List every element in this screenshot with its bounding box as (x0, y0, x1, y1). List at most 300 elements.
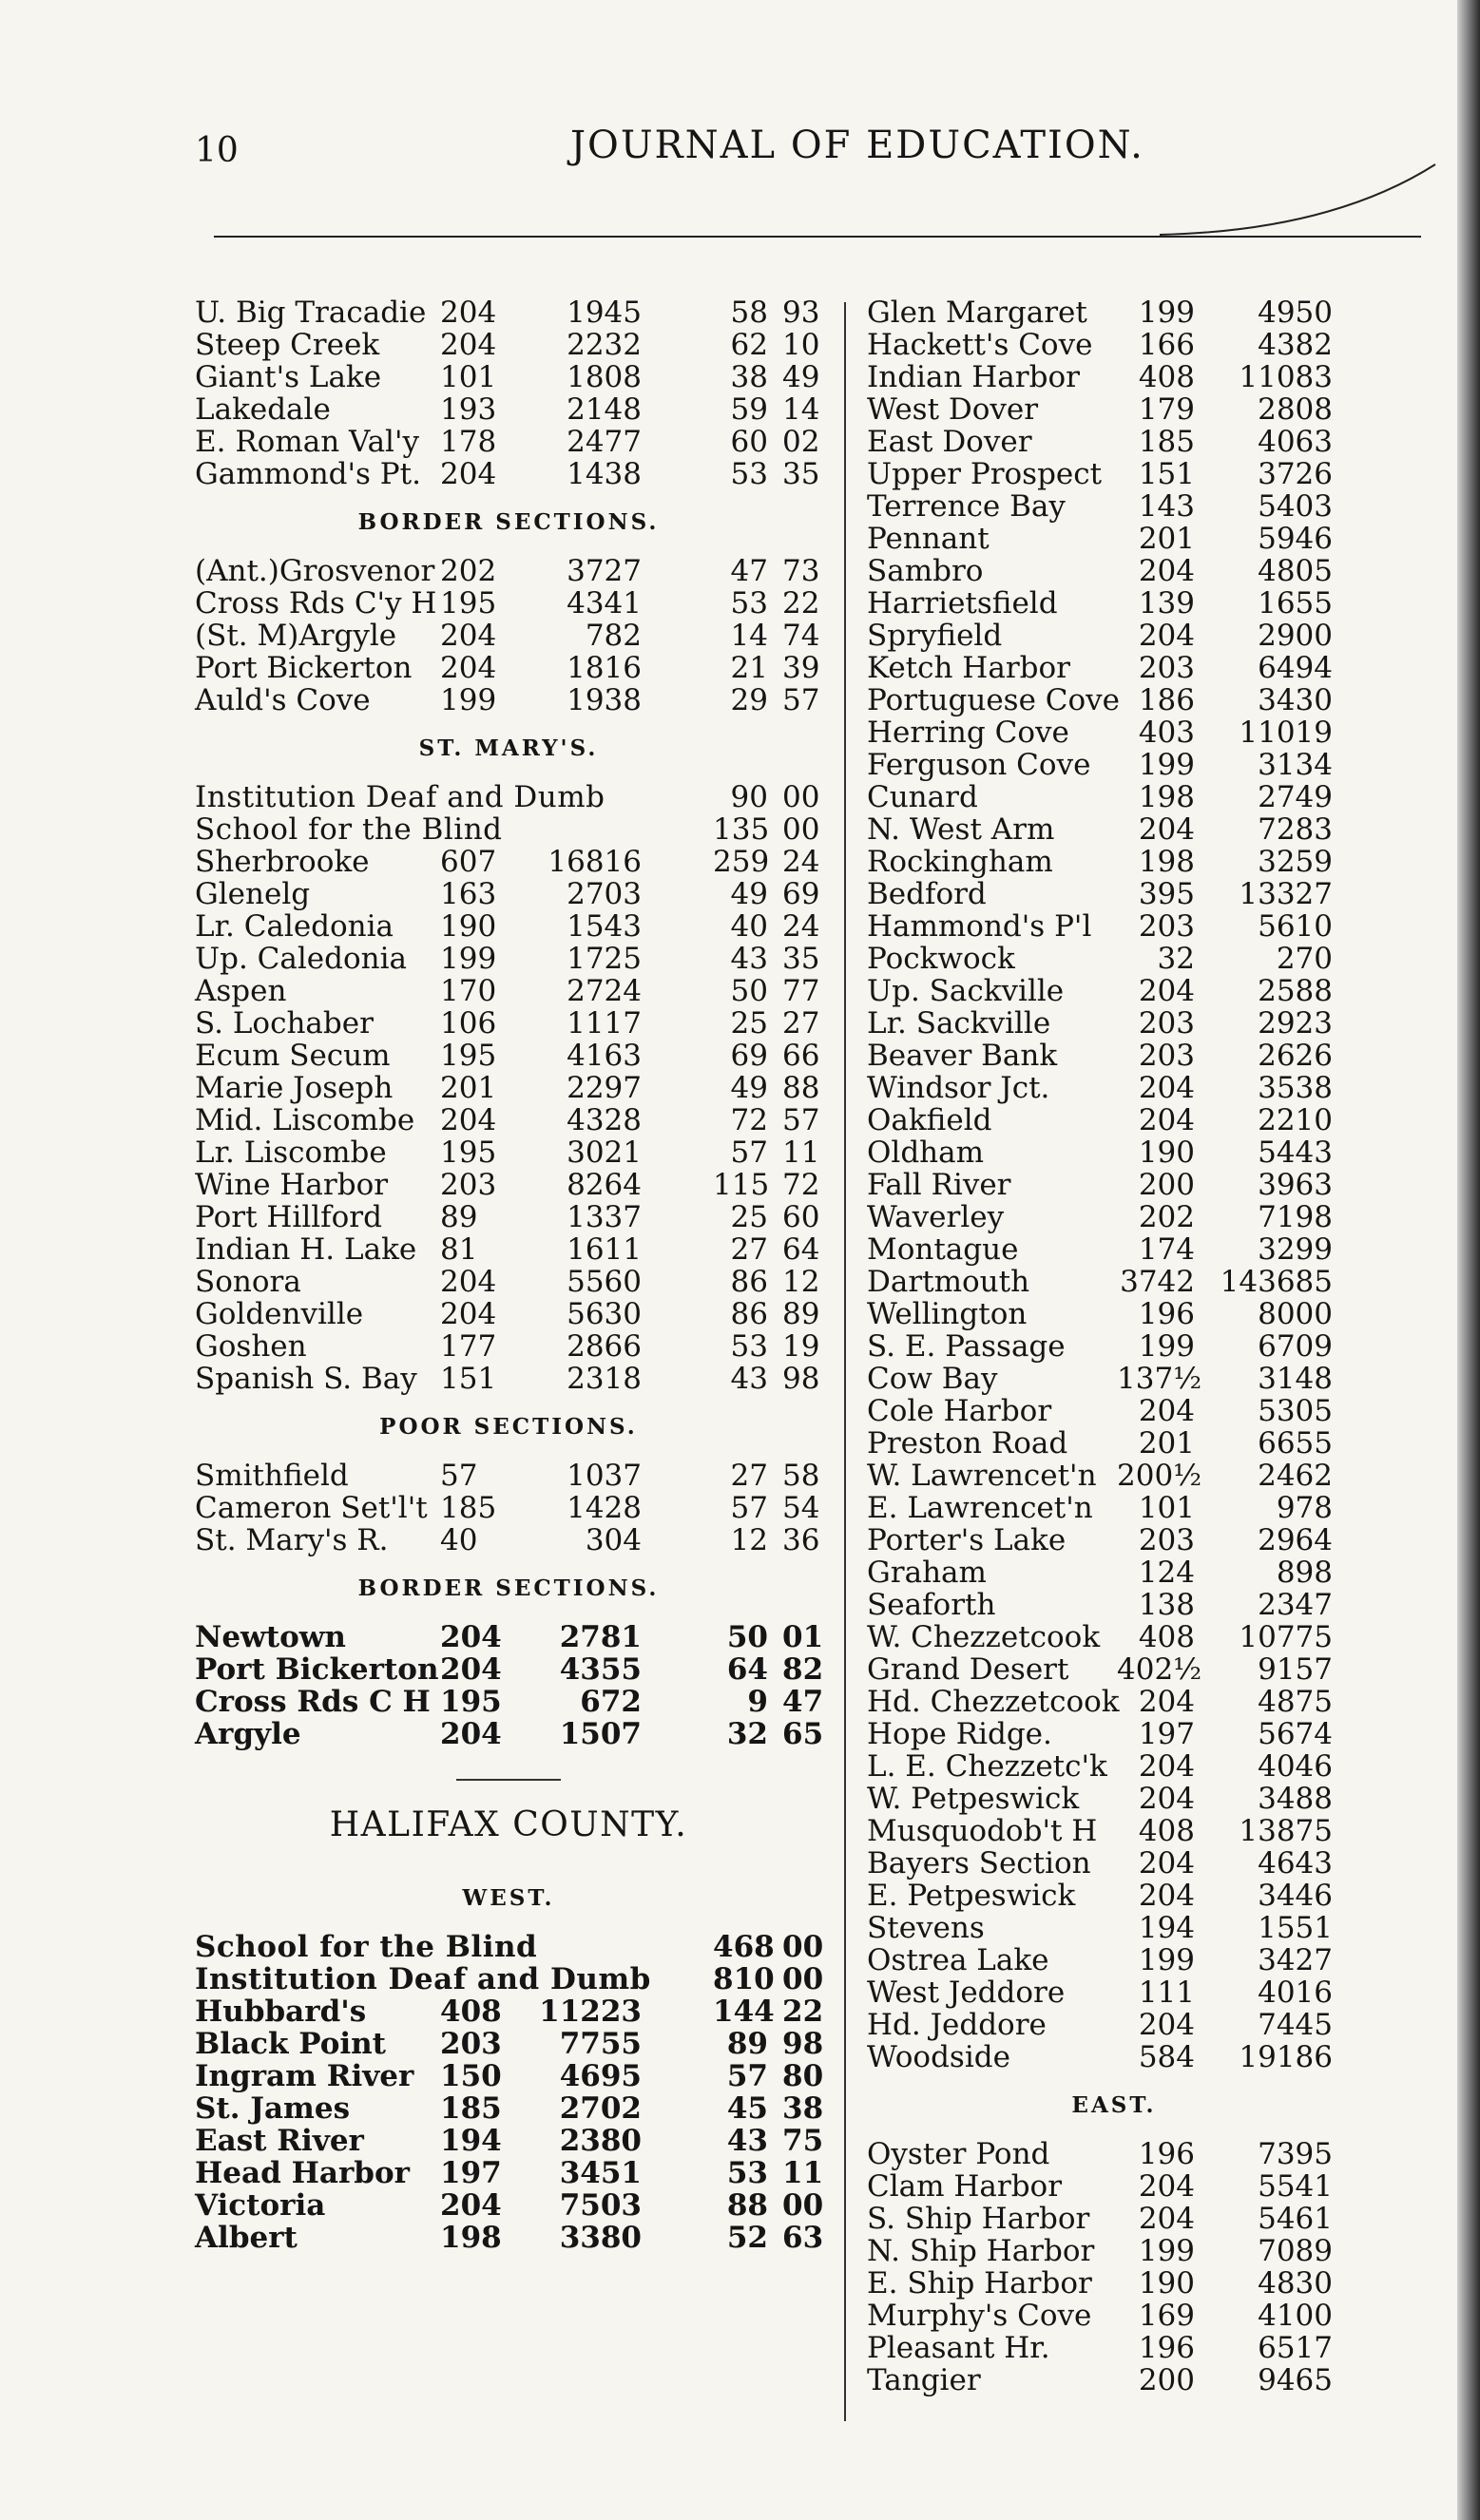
section-figure-1: 166 (1138, 328, 1195, 362)
section-name: Lr. Sackville (867, 1006, 1051, 1040)
section-name: Hd. Jeddore (867, 2008, 1047, 2042)
section-figure-1: 178 (440, 425, 497, 459)
halifax-east-block (867, 2138, 1361, 2396)
section-figure-2: 5560 (567, 1265, 642, 1299)
header-flourish (1160, 157, 1445, 242)
table-row (195, 2028, 822, 2060)
section-figure-1: 203 (1138, 1039, 1195, 1073)
section-figure-2: 2210 (1258, 1103, 1333, 1137)
section-figure-1: 203 (440, 2027, 502, 2061)
section-figure-2: 13327 (1239, 877, 1333, 911)
amount-dollars: 21 (730, 651, 768, 685)
section-figure-1: 163 (440, 877, 497, 911)
section-figure-1: 204 (1138, 1846, 1195, 1880)
table-row (195, 458, 822, 490)
section-figure-1: 203 (1138, 1523, 1195, 1557)
section-figure-1: 196 (1138, 1297, 1195, 1331)
section-figure-2: 4100 (1258, 2299, 1333, 2333)
section-name: Pleasant Hr. (867, 2331, 1050, 2365)
table-row (195, 1201, 822, 1233)
section-name: S. Ship Harbor (867, 2202, 1090, 2236)
continuation-block (195, 296, 822, 490)
section-name: Ketch Harbor (867, 651, 1070, 685)
section-figure-1: 203 (440, 1168, 497, 1202)
table-row (195, 878, 822, 910)
section-name: West Dover (867, 392, 1039, 427)
table-row (195, 620, 822, 652)
table-row (195, 1298, 822, 1330)
section-separator-rule (456, 1779, 561, 1781)
amount-cents: 11 (782, 2156, 824, 2190)
section-figure-2: 1808 (567, 360, 642, 394)
section-figure-2: 4643 (1258, 1846, 1333, 1880)
table-row (195, 296, 822, 329)
table-row (867, 1912, 1361, 1944)
section-figure-1: 199 (440, 942, 497, 976)
amount-cents: 35 (782, 457, 820, 491)
section-figure-1: 195 (440, 586, 497, 620)
table-row (867, 2009, 1361, 2041)
section-figure-2: 4063 (1258, 425, 1333, 459)
section-figure-2: 1551 (1258, 1911, 1333, 1945)
section-name: Cunard (867, 780, 978, 814)
section-name: Ingram River (195, 2059, 414, 2093)
section-name: Lr. Liscombe (195, 1136, 387, 1170)
section-figure-2: 3259 (1258, 845, 1333, 879)
table-row (195, 652, 822, 684)
table-row (867, 1104, 1361, 1136)
section-name: Glen Margaret (867, 296, 1087, 330)
section-name: Cow Bay (867, 1362, 998, 1396)
section-name: Graham (867, 1556, 987, 1590)
section-figure-1: 185 (1138, 425, 1195, 459)
table-row (195, 1686, 822, 1718)
amount-cents: 80 (782, 2059, 824, 2093)
amount-cents: 64 (782, 1232, 820, 1267)
section-figure-2: 11223 (539, 1995, 642, 2029)
section-figure-2: 2724 (567, 974, 642, 1008)
section-figure-2: 3380 (559, 2221, 642, 2255)
section-figure-1: 607 (440, 845, 497, 879)
section-name: Indian Harbor (867, 360, 1080, 394)
section-figure-1: 408 (1138, 360, 1195, 394)
section-name: Aspen (195, 974, 287, 1008)
table-row (195, 684, 822, 716)
section-name: Cross Rds C H (195, 1685, 431, 1719)
section-name: Black Point (195, 2027, 387, 2061)
section-name: Institution Deaf and Dumb (195, 780, 605, 814)
section-figure-2: 1428 (567, 1491, 642, 1525)
section-name: Dartmouth (867, 1265, 1030, 1299)
section-figure-1: 204 (1138, 2202, 1195, 2236)
section-name: Port Hillford (195, 1200, 382, 1234)
section-name: Pennant (867, 522, 990, 556)
section-name: Argyle (195, 1717, 301, 1751)
section-name: Porter's Lake (867, 1523, 1067, 1557)
section-name: School for the Blind (195, 812, 503, 847)
section-figure-1: 204 (1138, 1103, 1195, 1137)
section-name: Albert (195, 2221, 298, 2255)
table-row (195, 1136, 822, 1169)
section-figure-1: 202 (440, 554, 497, 588)
table-row (867, 1621, 1361, 1653)
section-heading-east: EAST. (1071, 2092, 1157, 2118)
section-figure-2: 2318 (567, 1362, 642, 1396)
section-figure-2: 6655 (1258, 1426, 1333, 1460)
table-row (867, 555, 1361, 587)
section-figure-1: 201 (440, 1071, 497, 1105)
amount-dollars: 259 (713, 845, 770, 879)
section-name: Oyster Pond (867, 2137, 1050, 2171)
section-figure-1: 200½ (1117, 1459, 1202, 1493)
page-number: 10 (195, 131, 239, 170)
section-figure-2: 3134 (1258, 748, 1333, 782)
section-figure-2: 1655 (1258, 586, 1333, 620)
section-figure-2: 4046 (1258, 1749, 1333, 1784)
amount-dollars: 9 (747, 1685, 768, 1719)
section-figure-1: 200 (1138, 2363, 1195, 2397)
section-name: Marie Joseph (195, 1071, 394, 1105)
section-name: Harrietsfield (867, 586, 1058, 620)
section-figure-1: 204 (440, 1103, 497, 1137)
section-figure-1: 81 (440, 1232, 478, 1267)
section-figure-1: 199 (1138, 1329, 1195, 1364)
amount-dollars: 69 (730, 1039, 768, 1073)
section-figure-2: 9465 (1258, 2363, 1333, 2397)
section-name: L. E. Chezzetc'k (867, 1749, 1107, 1784)
section-figure-2: 3727 (567, 554, 642, 588)
section-name: Ecum Secum (195, 1039, 391, 1073)
section-name: Giant's Lake (195, 360, 382, 394)
table-row (195, 1621, 822, 1653)
section-figure-2: 5443 (1258, 1136, 1333, 1170)
section-name: Cross Rds C'y H (195, 586, 437, 620)
section-name: Oakfield (867, 1103, 992, 1137)
table-row (195, 813, 822, 846)
section-figure-1: 197 (1138, 1717, 1195, 1751)
amount-cents: 12 (782, 1265, 820, 1299)
section-figure-2: 304 (585, 1523, 642, 1557)
table-row (867, 1976, 1361, 2009)
section-figure-2: 3446 (1258, 1879, 1333, 1913)
section-figure-2: 3451 (559, 2156, 642, 2190)
table-row (867, 393, 1361, 426)
table-row (867, 2170, 1361, 2203)
section-figure-1: 203 (1138, 651, 1195, 685)
section-figure-1: 395 (1138, 877, 1195, 911)
section-figure-2: 5610 (1258, 909, 1333, 944)
section-figure-2: 6709 (1258, 1329, 1333, 1364)
table-row (195, 2092, 822, 2125)
amount-dollars: 62 (730, 328, 768, 362)
section-figure-1: 204 (1138, 1685, 1195, 1719)
section-name: Seaforth (867, 1588, 996, 1622)
section-figure-2: 4341 (567, 586, 642, 620)
section-name: E. Roman Val'y (195, 425, 420, 459)
section-name: Clam Harbor (867, 2169, 1063, 2204)
section-name: East Dover (867, 425, 1032, 459)
table-row (195, 1169, 822, 1201)
section-figure-1: 201 (1138, 1426, 1195, 1460)
section-figure-2: 2232 (567, 328, 642, 362)
table-row (867, 1233, 1361, 1266)
section-name: Ostrea Lake (867, 1943, 1049, 1977)
table-row (867, 1201, 1361, 1233)
amount-dollars: 40 (730, 909, 768, 944)
table-row (195, 1718, 822, 1750)
table-row (867, 587, 1361, 620)
section-figure-1: 151 (1138, 457, 1195, 491)
table-row (195, 781, 822, 813)
amount-cents: 57 (782, 683, 820, 717)
section-figure-2: 11019 (1239, 716, 1333, 750)
section-figure-2: 4382 (1258, 328, 1333, 362)
section-figure-2: 2900 (1258, 619, 1333, 653)
table-row (867, 943, 1361, 975)
section-figure-1: 179 (1138, 392, 1195, 427)
section-name: St. Mary's R. (195, 1523, 389, 1557)
section-figure-2: 3299 (1258, 1232, 1333, 1267)
table-row (195, 1492, 822, 1524)
section-name: Bayers Section (867, 1846, 1091, 1880)
amount-dollars: 43 (730, 942, 768, 976)
table-row (867, 1847, 1361, 1880)
section-name: Mid. Liscombe (195, 1103, 415, 1137)
table-row (195, 1330, 822, 1363)
section-name: Goshen (195, 1329, 307, 1364)
section-figure-2: 143685 (1220, 1265, 1333, 1299)
amount-dollars: 53 (730, 457, 768, 491)
amount-cents: 75 (782, 2124, 824, 2158)
amount-cents: 69 (782, 877, 820, 911)
table-row (867, 426, 1361, 458)
table-row (195, 1653, 822, 1686)
section-name: U. Big Tracadie (195, 296, 427, 330)
table-row (195, 1007, 822, 1040)
section-figure-1: 204 (1138, 1749, 1195, 1784)
section-name: Up. Sackville (867, 974, 1065, 1008)
section-figure-2: 7445 (1258, 2008, 1333, 2042)
section-figure-2: 10775 (1239, 1620, 1333, 1654)
amount-cents: 00 (782, 780, 820, 814)
amount-dollars: 38 (730, 360, 768, 394)
section-figure-1: 40 (440, 1523, 478, 1557)
table-row (867, 2300, 1361, 2332)
amount-cents: 65 (782, 1717, 824, 1751)
section-figure-1: 199 (1138, 748, 1195, 782)
section-figure-2: 1725 (567, 942, 642, 976)
table-row (867, 684, 1361, 716)
section-figure-2: 5403 (1258, 489, 1333, 524)
section-figure-2: 898 (1276, 1556, 1333, 1590)
section-name: Steep Creek (195, 328, 380, 362)
table-row (867, 1460, 1361, 1492)
table-row (867, 1750, 1361, 1783)
table-row (867, 781, 1361, 813)
section-name: East River (195, 2124, 364, 2158)
section-name: N. Ship Harbor (867, 2234, 1095, 2268)
table-row (195, 2189, 822, 2222)
section-name: Newtown (195, 1620, 346, 1654)
section-figure-2: 1945 (567, 296, 642, 330)
section-figure-2: 4163 (567, 1039, 642, 1073)
amount-cents: 27 (782, 1006, 820, 1040)
section-name: Windsor Jct. (867, 1071, 1050, 1105)
section-figure-1: 193 (440, 392, 497, 427)
section-figure-2: 7755 (559, 2027, 642, 2061)
section-name: Gammond's Pt. (195, 457, 421, 491)
amount-cents: 72 (782, 1168, 820, 1202)
section-figure-1: 202 (1138, 1200, 1195, 1234)
section-figure-1: 199 (1138, 296, 1195, 330)
amount-cents: 01 (782, 1620, 824, 1654)
section-figure-1: 198 (1138, 780, 1195, 814)
table-row (867, 749, 1361, 781)
amount-dollars: 115 (713, 1168, 770, 1202)
table-row (195, 1104, 822, 1136)
amount-cents: 38 (782, 2091, 824, 2126)
section-name: Rockingham (867, 845, 1053, 879)
table-row (867, 1007, 1361, 1040)
amount-dollars: 135 (713, 812, 770, 847)
amount-cents: 00 (782, 812, 820, 847)
section-figure-1: 203 (1138, 909, 1195, 944)
table-row (867, 2235, 1361, 2267)
header-rule (214, 236, 1421, 238)
section-figure-2: 2781 (559, 1620, 642, 1654)
amount-dollars: 72 (730, 1103, 768, 1137)
table-row (195, 1266, 822, 1298)
section-figure-2: 4875 (1258, 1685, 1333, 1719)
table-row (867, 296, 1361, 329)
section-name: Sonora (195, 1265, 301, 1299)
section-figure-2: 270 (1276, 942, 1333, 976)
amount-dollars: 89 (726, 2027, 768, 2061)
section-figure-1: 204 (440, 1265, 497, 1299)
section-figure-1: 199 (440, 683, 497, 717)
amount-dollars: 27 (730, 1459, 768, 1493)
section-figure-1: 201 (1138, 522, 1195, 556)
section-figure-2: 3427 (1258, 1943, 1333, 1977)
section-figure-2: 4016 (1258, 1976, 1333, 2010)
section-figure-2: 2588 (1258, 974, 1333, 1008)
section-figure-2: 1037 (567, 1459, 642, 1493)
section-figure-1: 204 (440, 651, 497, 685)
section-figure-2: 7283 (1258, 812, 1333, 847)
section-figure-1: 177 (440, 1329, 497, 1364)
table-row (195, 2060, 822, 2092)
section-figure-2: 4950 (1258, 296, 1333, 330)
section-name: Cole Harbor (867, 1394, 1052, 1428)
section-figure-2: 8264 (567, 1168, 642, 1202)
section-figure-2: 3963 (1258, 1168, 1333, 1202)
section-figure-2: 5541 (1258, 2169, 1333, 2204)
section-figure-2: 1507 (559, 1717, 642, 1751)
section-name: Hd. Chezzetcook (867, 1685, 1120, 1719)
section-figure-2: 1543 (567, 909, 642, 944)
section-figure-2: 4695 (559, 2059, 642, 2093)
table-row (867, 652, 1361, 684)
table-row (867, 1524, 1361, 1556)
section-figure-1: 204 (440, 328, 497, 362)
table-row (195, 1363, 822, 1395)
amount-cents: 24 (782, 845, 820, 879)
section-figure-1: 204 (1138, 1071, 1195, 1105)
table-row (195, 1931, 822, 1963)
table-row (195, 1995, 822, 2028)
section-figure-1: 190 (440, 909, 497, 944)
section-name: Head Harbor (195, 2156, 410, 2190)
table-row (867, 2332, 1361, 2364)
section-figure-1: 89 (440, 1200, 478, 1234)
amount-dollars: 57 (730, 1491, 768, 1525)
section-figure-1: 150 (440, 2059, 502, 2093)
section-name: Bedford (867, 877, 987, 911)
amount-dollars: 90 (730, 780, 768, 814)
border-sections-1-block (195, 555, 822, 716)
table-row (867, 1718, 1361, 1750)
amount-cents: 58 (782, 1459, 820, 1493)
section-figure-1: 204 (1138, 974, 1195, 1008)
section-figure-1: 198 (440, 2221, 502, 2255)
table-row (867, 1492, 1361, 1524)
section-name: Up. Caledonia (195, 942, 408, 976)
amount-cents: 74 (782, 619, 820, 653)
section-name: Institution Deaf and Dumb (195, 1962, 651, 1996)
section-name: Pockwock (867, 942, 1015, 976)
table-row (867, 1363, 1361, 1395)
section-name: Portuguese Cove (867, 683, 1121, 717)
section-figure-2: 11083 (1239, 360, 1333, 394)
table-row (867, 1815, 1361, 1847)
amount-cents: 24 (782, 909, 820, 944)
table-row (867, 458, 1361, 490)
amount-dollars: 53 (730, 1329, 768, 1364)
section-name: Grand Desert (867, 1652, 1069, 1687)
table-row (867, 490, 1361, 523)
section-name: E. Petpeswick (867, 1879, 1076, 1913)
table-row (867, 1686, 1361, 1718)
section-figure-1: 106 (440, 1006, 497, 1040)
section-name: Stevens (867, 1911, 985, 1945)
section-figure-1: 408 (440, 1995, 502, 2029)
halifax-west-continued-block (867, 296, 1361, 2073)
section-name: Hammond's P'l (867, 909, 1092, 944)
section-figure-2: 3430 (1258, 683, 1333, 717)
amount-dollars: 50 (726, 1620, 768, 1654)
section-name: Sherbrooke (195, 845, 370, 879)
section-figure-1: 169 (1138, 2299, 1195, 2333)
section-figure-1: 204 (440, 296, 497, 330)
section-name: Glenelg (195, 877, 311, 911)
amount-cents: 93 (782, 296, 820, 330)
amount-cents: 66 (782, 1039, 820, 1073)
section-name: (St. M)Argyle (195, 619, 397, 653)
table-row (195, 1524, 822, 1556)
amount-cents: 00 (782, 1962, 824, 1996)
section-name: West Jeddore (867, 1976, 1066, 2010)
amount-cents: 98 (782, 2027, 824, 2061)
section-name: Montague (867, 1232, 1019, 1267)
table-row (195, 846, 822, 878)
section-name: Waverley (867, 1200, 1005, 1234)
amount-dollars: 88 (726, 2188, 768, 2223)
section-figure-2: 1816 (567, 651, 642, 685)
amount-dollars: 86 (730, 1297, 768, 1331)
section-figure-2: 2626 (1258, 1039, 1333, 1073)
table-row (867, 1072, 1361, 1104)
section-figure-1: 204 (1138, 812, 1195, 847)
